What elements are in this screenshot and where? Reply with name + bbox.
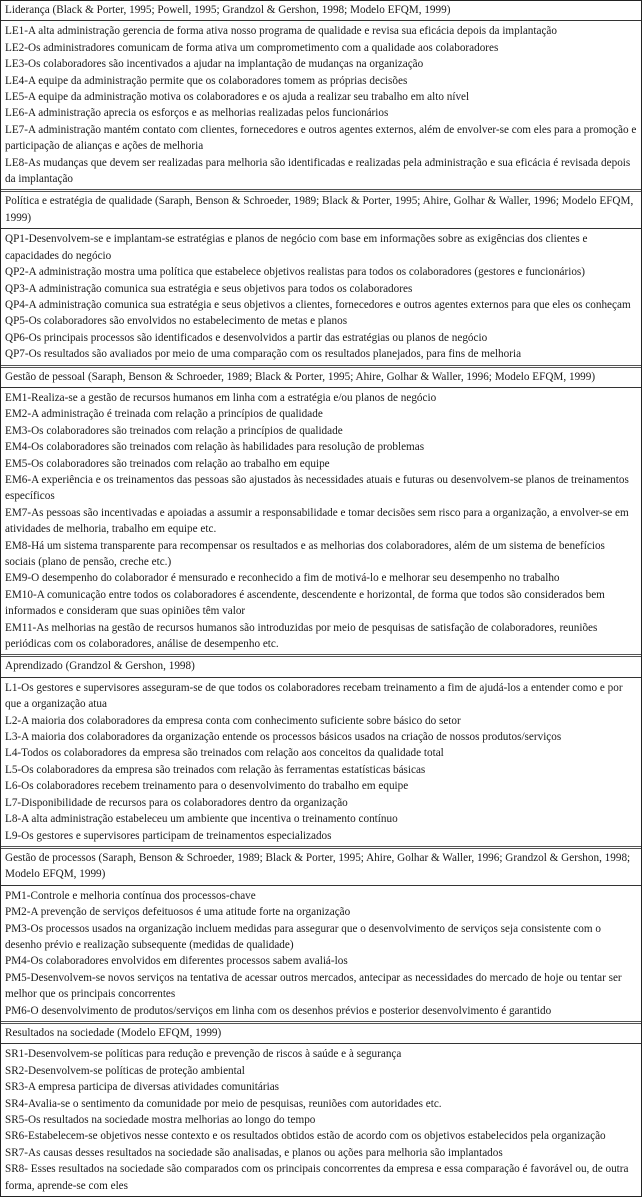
list-item: L8-A alta administração estabeleceu um ambiente que incentiva o treinamento contínuo [5, 813, 398, 826]
list-item: LE8-As mudanças que devem ser realizadas para melhoria são identificadas e realizadas pela administração e sua eficácia é revisada depois da implantação [5, 156, 631, 186]
list-item: EM4-Os colaboradores são treinados com relação às habilidades para resolução de problemas [5, 441, 425, 454]
section-header: Aprendizado (Grandzol & Gershon, 1998) [1, 657, 641, 677]
list-item: EM10-A comunicação entre todos os colaboradores é ascendente, descendente e horizontal, de forma que todos são considerados bem informados e consideram que suas opiniões têm valor [5, 588, 605, 618]
list-item: L6-Os colaboradores recebem treinamento para o desenvolvimento do trabalho em equipe [5, 780, 409, 793]
list-item: EM5-Os colaboradores são treinados com relação ao trabalho em equipe [5, 457, 330, 470]
list-item: EM8-Há um sistema transparente para recompensar os resultados e as melhorias dos colaboradores, além de um sistema de benefícios sociais (plano de pensão, creche etc.) [5, 539, 605, 568]
list-item: SR3-A empresa participa de diversas atividades comunitárias [5, 1081, 280, 1094]
section-items [1, 229, 641, 367]
list-item: L1-Os gestores e supervisores asseguram-se de que todos os colaboradores recebam treinamento a fim de ajudá-los a entender como e por que a organização atua [5, 681, 623, 711]
list-item: QP3-A administração comunica sua estratégia e seus objetivos para todos os colaboradores [5, 282, 413, 295]
list-item: PM6-O desenvolvimento de produtos/serviços em linha com os desenhos prévios e posterior desenvolvimento é garantido [5, 1004, 552, 1017]
section-items [1, 1044, 641, 1196]
list-item: L5-Os colaboradores da empresa são treinados com relação às ferramentas estatísticas básicas [5, 763, 426, 776]
list-item: SR4-Avalia-se o sentimento da comunidade por meio de pesquisas, reuniões com autoridades etc. [5, 1097, 442, 1110]
section-items [1, 21, 641, 192]
list-item: PM4-Os colaboradores envolvidos em diferentes processos sabem avaliá-los [5, 955, 348, 968]
list-item: L3-A maioria dos colaboradores da organização entende os processos básicos usados na criação de nossos produtos/serviços [5, 731, 562, 744]
list-item: EM11-As melhorias na gestão de recursos humanos são introduzidas por meio de pesquisas de satisfação de colaboradores, reuniões periódicas com os colaboradores, análise de desempenho etc. [5, 621, 598, 651]
list-item: QP2-A administração mostra uma política que estabelece objetivos realistas para todos os colaboradores (gestores e funcionários) [5, 266, 586, 279]
list-item: SR5-Os resultados na sociedade mostra melhorias ao longo do tempo [5, 1114, 316, 1126]
list-item: L9-Os gestores e supervisores participam de treinamentos especializados [5, 829, 332, 842]
list-item: LE4-A equipe da administração permite que os colaboradores tomem as próprias decisões [5, 74, 408, 87]
list-item: PM1-Controle e melhoria contínua dos processos-chave [5, 889, 256, 902]
table-section [1, 368, 641, 658]
section-items [1, 678, 641, 849]
list-item: EM7-As pessoas são incentivadas e apoiadas a assumir a responsabilidade e tomar decisões sem risco para a organização, a envolver-se em atividades de melhoria, trabalho em equipe etc. [5, 506, 629, 536]
list-item: QP6-Os principais processos são identificados e desenvolvidos a partir das estratégias ou planos de negócio [5, 331, 488, 344]
section-header: Política e estratégia de qualidade (Saraph, Benson & Schroeder, 1989; Black & Porter, 1995; Ahire, Golhar & Waller, 1996; Modelo EFQM, 1999) [1, 192, 641, 229]
table-section [1, 657, 641, 848]
list-item: LE3-Os colaboradores são incentivados a ajudar na implantação de mudanças na organização [5, 58, 424, 71]
list-item: EM2-A administração é treinada com relação a princípios de qualidade [5, 408, 323, 421]
table-section [1, 1024, 641, 1196]
list-item: SR6-Estabelecem-se objetivos nesse contexto e os resultados obtidos estão de acordo com os objetivos estabelecidos pela organização [5, 1130, 606, 1143]
list-item: L2-A maioria dos colaboradores da empresa conta com conhecimento suficiente sobre básico do setor [5, 714, 461, 727]
list-item: LE7-A administração mantém contato com clientes, fornecedores e outros agentes externos, além de envolver-se com eles para a promoção e participação de alianças e ações de melhoria [5, 123, 637, 153]
list-item: QP5-Os colaboradores são envolvidos no estabelecimento de metas e planos [5, 315, 348, 328]
list-item: EM3-Os colaboradores são treinados com relação a princípios de qualidade [5, 424, 343, 437]
list-item: LE5-A equipe da administração motiva os colaboradores e os ajuda a realizar seu trabalho em alto nível [5, 91, 470, 104]
list-item: EM9-O desempenho do colaborador é mensurado e reconhecido a fim de motivá-lo e melhorar seu desempenho no trabalho [5, 572, 560, 585]
list-item: LE2-Os administradores comunicam de forma ativa um comprometimento com a qualidade aos colaboradores [5, 41, 499, 54]
list-item: L4-Todos os colaboradores da empresa são treinados com relação aos conceitos da qualidade total [5, 747, 444, 760]
list-item: QP7-Os resultados são avaliados por meio de uma comparação com os resultados planejados, para fins de melhoria [5, 348, 522, 361]
table-section [1, 192, 641, 367]
list-item: SR8- Esses resultados na sociedade são comparados com os principais concorrentes da empresa e essa comparação é favorável ou, de outra forma, aprende-se com eles [5, 1163, 629, 1192]
section-header: Liderança (Black & Porter, 1995; Powell, 1995; Grandzol & Gershon, 1998; Modelo EFQM, 1999) [1, 1, 641, 21]
table-section [1, 849, 641, 1024]
list-item: SR2-Desenvolvem-se políticas de proteção ambiental [5, 1064, 245, 1077]
list-item: L7-Disponibilidade de recursos para os colaboradores dentro da organização [5, 796, 348, 809]
list-item: QP4-A administração comunica sua estratégia e seus objetivos a clientes, fornecedores e outros agentes externos para que eles os conheçam [5, 298, 631, 311]
section-header: Gestão de processos (Saraph, Benson & Schroeder, 1989; Black & Porter, 1995; Ahire, Golhar & Waller, 1996; Grandzol & Gershon, 1998; Modelo EFQM, 1999) [1, 849, 641, 886]
list-item: EM6-A experiência e os treinamentos das pessoas são ajustados às necessidades atuais e futuras ou desenvolvem-se planos de treinamentos específicos [5, 473, 629, 503]
list-item: PM5-Desenvolvem-se novos serviços na tentativa de acessar outros mercados, antecipar as necessidades do mercado de hoje ou tentar ser melhor que os principais concorrentes [5, 971, 622, 1001]
section-header: Resultados na sociedade (Modelo EFQM, 1999) [1, 1024, 641, 1044]
list-item: SR7-As causas desses resultados na sociedade são analisadas, e planos ou ações para melhoria são implantados [5, 1146, 503, 1159]
table-section [1, 1, 641, 192]
section-header: Gestão de pessoal (Saraph, Benson & Schroeder, 1989; Black & Porter, 1995; Ahire, Golhar & Waller, 1996; Modelo EFQM, 1999) [1, 368, 641, 388]
section-items [1, 886, 641, 1024]
list-item: LE1-A alta administração gerencia de forma ativa nosso programa de qualidade e revisa sua eficácia depois da implantação [5, 25, 557, 38]
list-item: QP1-Desenvolvem-se e implantam-se estratégias e planos de negócio com base em informações sobre as exigências dos clientes e capacidades do negócio [5, 233, 588, 262]
list-item: PM2-A prevenção de serviços defeituosos é uma atitude forte na organização [5, 906, 351, 919]
list-item: LE6-A administração aprecia os esforços e as melhorias realizadas pelos funcionários [5, 107, 389, 120]
list-item: SR1-Desenvolvem-se políticas para redução e prevenção de riscos à saúde e à segurança [5, 1048, 402, 1061]
section-items [1, 388, 641, 658]
list-item: PM3-Os processos usados na organização incluem medidas para assegurar que o desenvolvimento de serviços seja consistente com o desenho prévio e realização subsequente (medidas de qualidade) [5, 922, 601, 951]
list-item: EM1-Realiza-se a gestão de recursos humanos em linha com a estratégia e/ou planos de negócio [5, 391, 437, 404]
